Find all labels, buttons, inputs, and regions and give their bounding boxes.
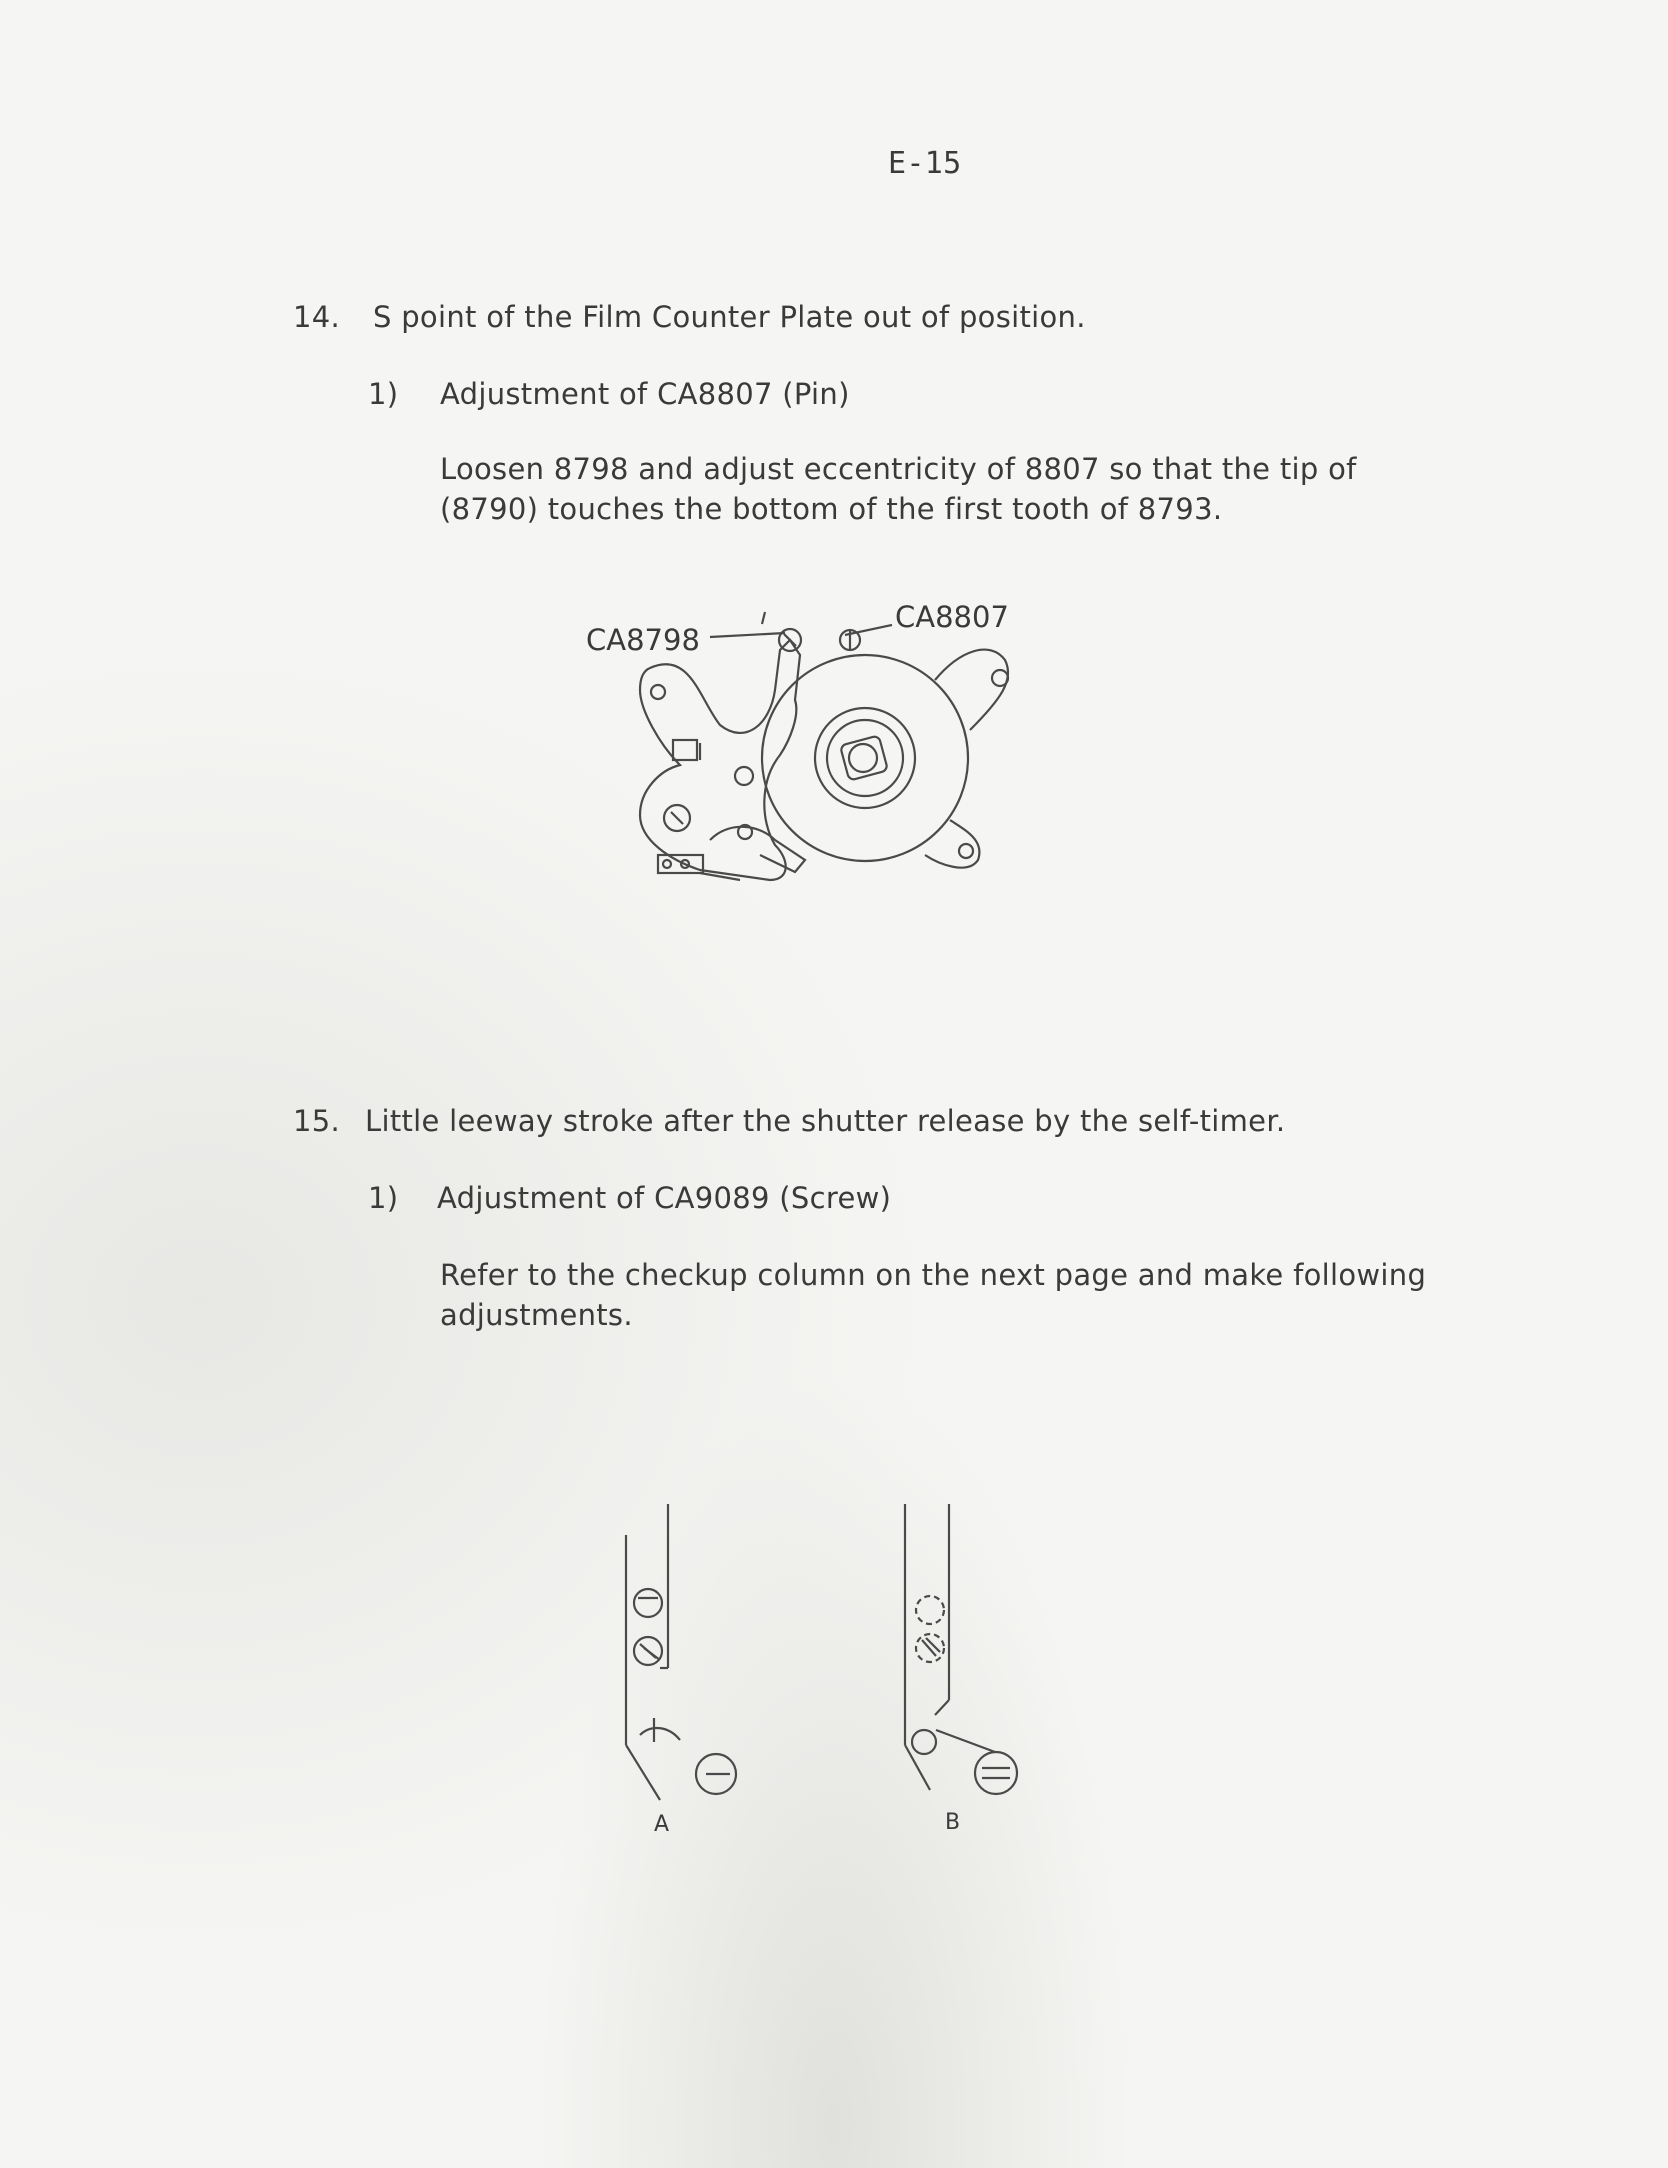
section-15-text-line-1: Refer to the checkup column on the next page and make following — [440, 1258, 1427, 1292]
section-14-number: 14. — [293, 300, 341, 334]
section-14-step-number: 1) — [368, 377, 399, 411]
section-14-text-line-1: Loosen 8798 and adjust eccentricity of 8807 so that the tip of — [440, 452, 1357, 486]
label-a: A — [654, 1812, 670, 1837]
page-number: E-15 — [888, 146, 962, 181]
section-15-number: 15. — [293, 1104, 341, 1138]
section-15-title: Little leeway stroke after the shutter release by the self-timer. — [365, 1104, 1286, 1138]
label-b: B — [945, 1810, 961, 1835]
label-ca8807: CA8807 — [895, 600, 1009, 634]
section-15-text-line-2: adjustments. — [440, 1298, 633, 1332]
section-14-text-line-2: (8790) touches the bottom of the first tooth of 8793. — [440, 492, 1223, 526]
section-14-title: S point of the Film Counter Plate out of position. — [373, 300, 1086, 334]
section-15-step-title: Adjustment of CA9089 (Screw) — [437, 1181, 892, 1215]
section-15-step-number: 1) — [368, 1181, 399, 1215]
label-ca8798: CA8798 — [586, 623, 700, 657]
section-14-step-title: Adjustment of CA8807 (Pin) — [440, 377, 850, 411]
